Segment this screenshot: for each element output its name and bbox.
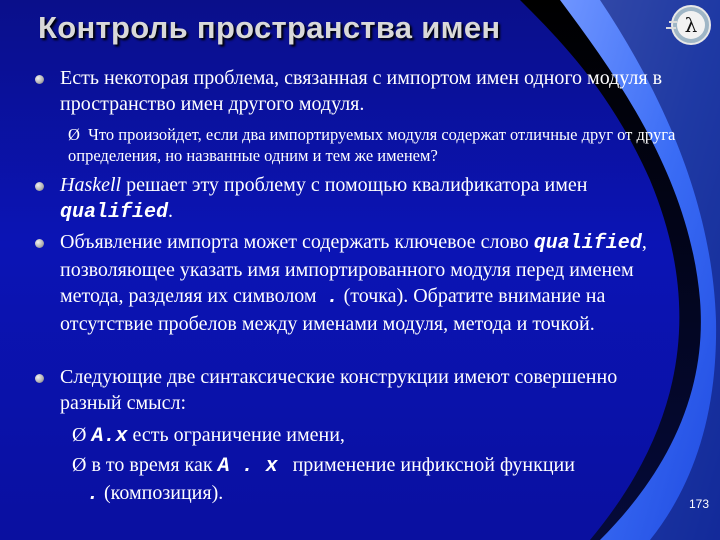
bullet-2-end: .	[168, 200, 174, 222]
composition-dot-code: .	[87, 483, 100, 506]
a-dot-x-code: A.x	[91, 425, 128, 448]
bullet-3-text	[60, 229, 680, 337]
bullet-2-body: решает эту проблему с помощью квалификатора имен	[121, 174, 588, 196]
bullet-3-pre: Объявление импорта может содержать ключевое слово	[60, 231, 534, 253]
bullet-1-text: Есть некоторая проблема, связанная с импортом имен одного модуля в пространство имен другого модуля.	[60, 67, 663, 115]
bullet-3-dot: .	[326, 286, 339, 309]
bullet-1-icon	[35, 75, 44, 84]
bullet-3-tail: (точка). Обратите внимание на отсутствие пробелов между именами модуля, метода и точкой.	[60, 285, 606, 335]
bullet-4-text: Следующие две синтаксические конструкции имеют совершенно разный смысл:	[60, 366, 618, 414]
bullet-4-sub-2-text: в то время как	[91, 454, 218, 476]
bullet-2-icon	[35, 182, 44, 191]
bullet-4-sub-2-tail: (композиция).	[99, 482, 224, 504]
arrow-icon: Ø	[72, 454, 87, 476]
bullet-2-text	[60, 172, 680, 226]
bullet-4-sub-2-text2: применение инфиксной функции	[287, 454, 575, 476]
bullet-3-code: qualified	[533, 232, 642, 255]
lambda-glyph: λ	[684, 13, 698, 37]
bullet-1-sub	[68, 124, 708, 166]
haskell-name: Haskell	[60, 174, 122, 196]
bullet-1-sub-text: Что произойдет, если два импортируемых модуля содержат отличные друг от друга определения, но названные одним и тем же именем?	[68, 125, 676, 165]
bullet-3-icon	[35, 239, 44, 248]
arrow-icon: Ø	[72, 424, 87, 446]
page-number: 173	[689, 497, 710, 511]
bullet-4-sub-1	[72, 422, 672, 450]
a-space-dot-x-code: A . x	[217, 455, 278, 478]
bullet-4-icon	[35, 374, 44, 383]
bullet-3-post: , позволяющее указать имя импортированного модуля перед именем метода, разделяя их символом	[60, 231, 647, 307]
arrow-icon: Ø	[68, 125, 80, 144]
slide-title: Контроль пространства имен	[38, 10, 501, 45]
bullet-4-sub-2	[72, 452, 692, 508]
qualified-code: qualified	[60, 201, 169, 224]
lambda-logo-icon	[663, 4, 715, 46]
bullet-4-sub-1-text: есть ограничение имени,	[127, 424, 345, 446]
